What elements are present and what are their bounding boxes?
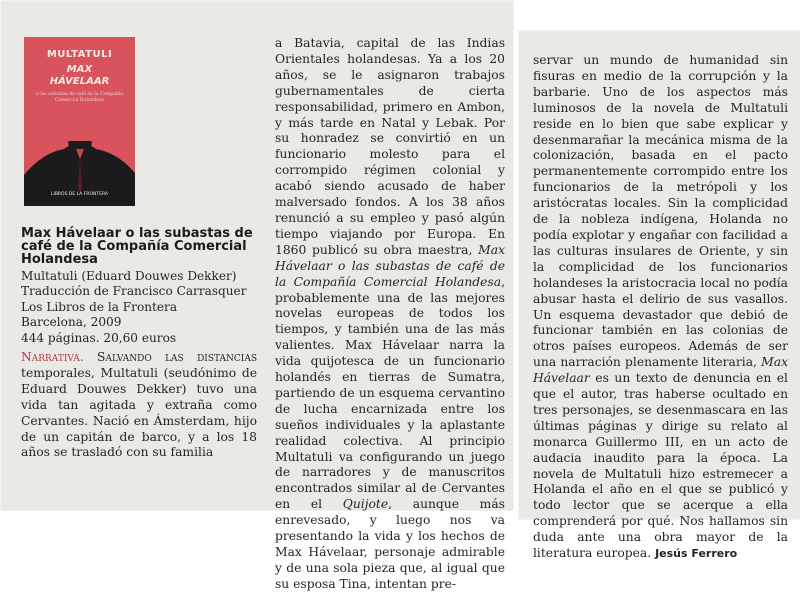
review-column-2	[275, 36, 505, 593]
review-column-3	[533, 53, 788, 562]
review-category-label: Narrativa.	[21, 350, 84, 364]
book-place-year: Barcelona, 2009	[21, 315, 122, 330]
book-author: Multatuli (Eduard Douwes Dekker)	[21, 269, 237, 283]
review-col3-book-title: Max Hávelaar	[533, 355, 788, 386]
book-translator: Traducción de Francisco Carrasquer	[21, 284, 247, 299]
cover-title-line-2: HÁVELAAR	[49, 76, 110, 87]
review-lead: Salvando las distancias	[97, 350, 257, 364]
book-publisher: Los Libros de la Frontera	[21, 299, 178, 314]
book-pages-price: 444 páginas. 20,60 euros	[21, 330, 177, 345]
review-column-1	[21, 350, 257, 461]
book-info	[21, 269, 261, 346]
cover-title-line-1: MAX	[66, 64, 93, 75]
cover-publisher: LIBROS DE LA FRONTERA	[51, 192, 108, 197]
review-col2-text-2: , probablemente una de las mejores novelas europeas de todos los tiempos, y también una de las más valientes. Max Hávelaar narra la vida quijotesca de un funcionario holandés en tierras de Sumatra, partiendo de un esquema cervantino de lucha encarnizada entre los sueños individuales y la aplastante realidad colectiva. Al principio Multatuli va configurando un juego de narradores y de manuscritos encontrados similar al de Cervantes en el	[275, 274, 505, 512]
book-cover	[24, 37, 135, 206]
review-col2-text-1: a Batavia, capital de las Indias Orientales holandesas. Ya a los 20 años, se le asignaron trabajos gubernamentales de cierta responsabilidad, primero en Ambon, y más tarde en Natal y Lebak. Por su honradez se convirtió en un funcionario molesto para el corrompido régimen colonial y acabó siendo acusado de haber malversado fondos. A los 38 años renunció a su empleo y pasó algún tiempo viajando por Europa. En 1860 publicó su obra maestra,	[275, 36, 505, 257]
review-col2-book-title: Max Hávelaar o las subastas de café de la Compañía Comercial Holandesa	[275, 242, 505, 289]
review-col2-quijote: Quijote	[342, 497, 389, 512]
review-col2-text-3: , aunque más enrevesado, y luego nos va presentando la vida y los hechos de Max Hávelaar, personaje admirable y de una sola pieza que, al igual que su esposa Tina, intentan pre-	[275, 497, 505, 591]
cover-silhouette	[24, 37, 135, 206]
cover-author: MULTATULI	[46, 49, 113, 60]
cover-title	[24, 64, 135, 88]
review-col3-text-1: servar un mundo de humanidad sin fisuras en medio de la corrupción y la barbarie. Uno de los aspectos más luminosos de la novela de Multatuli reside en lo bien que sabe explicar y desenmarañar la mecánica misma de la colonización, basada en el pacto permanentemente corrompido entre los funcionarios de la metrópoli y los aristócratas locales. Sin la complicidad de la nobleza indígena, Holanda no podía explotar y engañar con facilidad a las culturas insulares de Oriente, y sin la complicidad de los funcionarios holandeses la aristocracia local no podía abusar hasta el delirio de sus vasallos. Un esquema devastador que debió de funcionar también en las colonias de otros países europeos. Además de ser una narración plenamente literaria,	[533, 53, 788, 370]
review-col1-text: temporales, Multatuli (seudónimo de Eduard Douwes Dekker) tuvo una vida tan agitada y extraña como Cervantes. Nació en Ámsterdam, hijo de un capitán de barco, y a los 18 años se trasladó con su familia	[21, 365, 257, 460]
cover-subtitle: o las subastas de café de la Compañía Comercial Holandesa	[36, 92, 123, 103]
review-signature: Jesús Ferrero	[655, 547, 738, 561]
book-title: Max Hávelaar o las subastas de café de la Compañía Comercial Holandesa	[21, 226, 253, 267]
review-col3-text-2: es un texto de denuncia en el que el autor, tras haberse ocultado en tres personajes, se desenmascara en las últimas páginas y dirige su relato al monarca Guillermo III, en un acto de audacia inaudito para la época. La novela de Multatuli hizo estremecer a Holanda el año en el que se publicó y todo lector que se acerque a ella comprenderá por qué. Nos hallamos sin duda ante una obra mayor de la literatura europea.	[533, 371, 788, 561]
